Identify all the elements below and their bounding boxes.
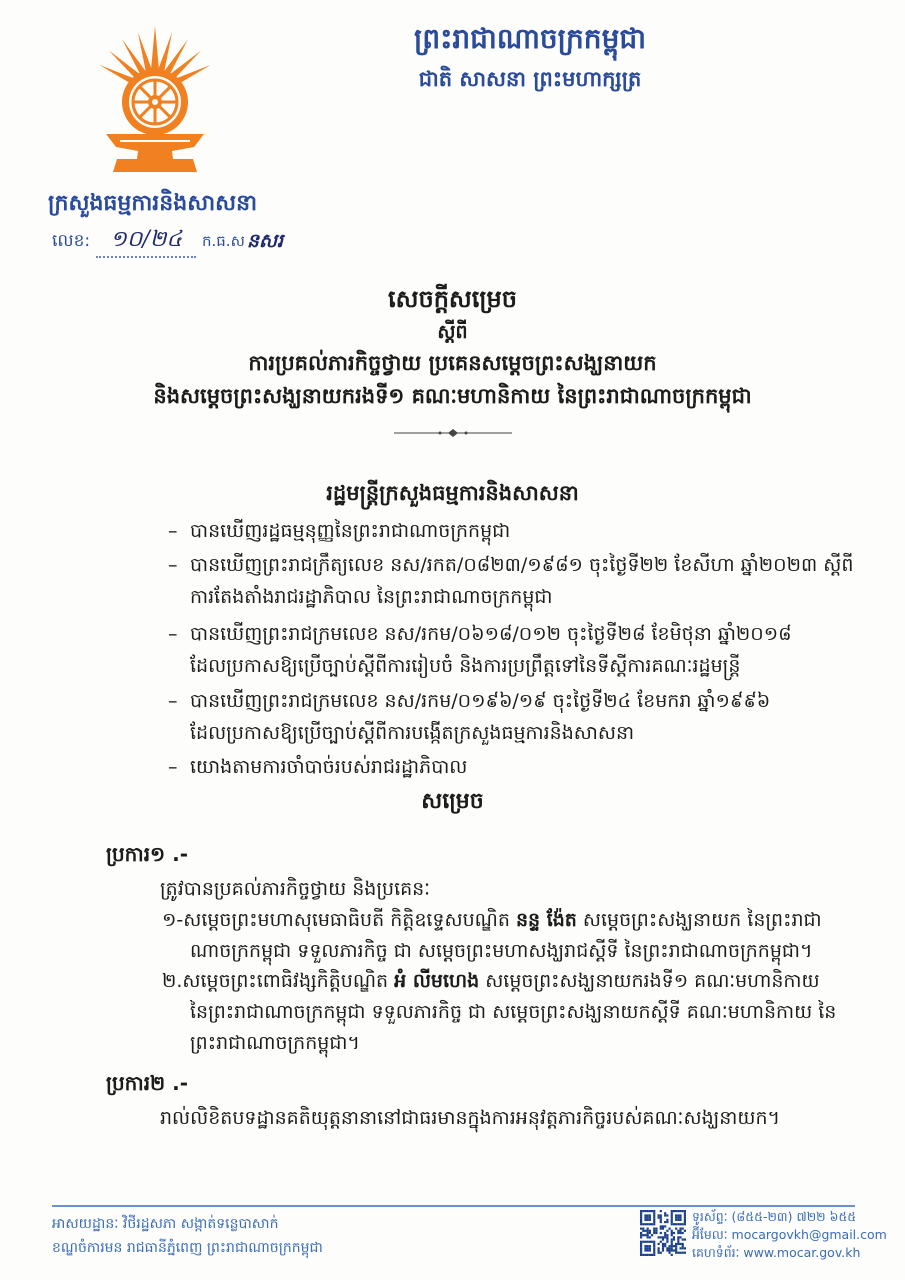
- qr-module: [675, 1243, 677, 1245]
- qr-module: [684, 1221, 686, 1223]
- qr-module: [682, 1243, 684, 1245]
- qr-module: [682, 1210, 684, 1212]
- qr-module: [664, 1221, 666, 1223]
- qr-module: [662, 1247, 664, 1249]
- qr-module: [671, 1247, 673, 1249]
- qr-module: [651, 1210, 653, 1212]
- qr-module: [660, 1221, 662, 1223]
- qr-module: [640, 1241, 642, 1243]
- qr-module: [666, 1247, 668, 1249]
- qr-module: [647, 1241, 649, 1243]
- qr-module: [653, 1230, 655, 1232]
- qr-module: [651, 1241, 653, 1243]
- qr-module: [671, 1232, 673, 1234]
- consideration-3-line-2: ដែលប្រកាសឱ្យប្រើច្បាប់ស្តីពីការរៀបចំ និងការប្រព្រឹត្តទៅនៃទីស្តីការគណៈរដ្ឋមន្ត្រី: [190, 655, 741, 677]
- qr-module: [640, 1254, 642, 1256]
- qr-module: [671, 1243, 673, 1245]
- qr-module: [647, 1210, 649, 1212]
- footer-address-line-2: ខណ្ឌចំការមន រាជធានីភ្នំពេញ ព្រះរាជាណាចក្រកម្ពុជា: [52, 1240, 323, 1256]
- national-motto: ជាតិ សាសនា ព្រះមហាក្សត្រ: [418, 67, 642, 91]
- qr-module: [649, 1223, 651, 1225]
- qr-module: [644, 1241, 646, 1243]
- qr-module: [647, 1232, 649, 1234]
- qr-module: [649, 1232, 651, 1234]
- qr-module: [677, 1236, 679, 1238]
- qr-module: [644, 1223, 646, 1225]
- qr-module: [662, 1245, 664, 1247]
- qr-module: [675, 1210, 677, 1212]
- qr-module: [660, 1252, 662, 1254]
- qr-module: [675, 1214, 677, 1216]
- ornamental-divider: [392, 428, 514, 438]
- qr-module: [682, 1228, 684, 1230]
- qr-module: [677, 1230, 679, 1232]
- decision-heading: សម្រេច: [421, 789, 484, 814]
- qr-module: [684, 1230, 686, 1232]
- qr-module: [679, 1214, 681, 1216]
- qr-module: [684, 1212, 686, 1214]
- qr-module: [660, 1225, 662, 1227]
- qr-module: [658, 1247, 660, 1249]
- reference-stamp: នសរ: [246, 230, 284, 252]
- qr-module: [653, 1232, 655, 1234]
- qr-module: [658, 1252, 660, 1254]
- qr-module: [658, 1243, 660, 1245]
- document-heading: សេចក្តីសម្រេច: [387, 285, 518, 313]
- qr-module: [660, 1217, 662, 1219]
- qr-module: [666, 1214, 668, 1216]
- qr-module: [644, 1245, 646, 1247]
- qr-module: [660, 1236, 662, 1238]
- qr-module: [684, 1217, 686, 1219]
- consideration-3-line-1: បានឃើញព្រះរាជក្រមលេខ នស/រកម/០៦១៨/០១២ ចុះថ្ងៃទី២៨ ខែមិថុនា ឆ្នាំ២០១៨: [190, 623, 792, 645]
- qr-module: [682, 1232, 684, 1234]
- qr-module: [644, 1219, 646, 1221]
- qr-module: [649, 1245, 651, 1247]
- qr-module: [647, 1223, 649, 1225]
- article-1-intro: ត្រូវបានប្រគល់ភារកិច្ចថ្វាយ និងប្រគេនៈ: [160, 878, 431, 900]
- issuing-authority: រដ្ឋមន្ត្រីក្រសួងធម្មការនិងសាសនា: [326, 481, 579, 505]
- reference-suffix: ក.ធ.ស: [201, 232, 245, 250]
- qr-module: [647, 1230, 649, 1232]
- qr-module: [647, 1228, 649, 1230]
- qr-module: [679, 1236, 681, 1238]
- qr-module: [671, 1212, 673, 1214]
- item-2-monk-name: អំ លីមហេង: [394, 970, 480, 992]
- qr-module: [653, 1221, 655, 1223]
- qr-module: [679, 1210, 681, 1212]
- qr-module: [647, 1214, 649, 1216]
- qr-module: [671, 1234, 673, 1236]
- qr-module: [679, 1243, 681, 1245]
- item-1-monk-name: នន្ទ ង៉ែត: [515, 909, 577, 931]
- qr-module: [684, 1219, 686, 1221]
- qr-module: [644, 1254, 646, 1256]
- qr-module: [653, 1223, 655, 1225]
- qr-module: [640, 1217, 642, 1219]
- qr-module: [684, 1252, 686, 1254]
- qr-module: [658, 1217, 660, 1219]
- qr-module: [666, 1234, 668, 1236]
- footer-website: គេហទំព័រៈ www.mocar.gov.kh: [692, 1245, 861, 1260]
- qr-module: [666, 1241, 668, 1243]
- qr-module: [649, 1217, 651, 1219]
- reference-number-handwritten: ១០/២៤: [96, 224, 196, 258]
- qr-module: [682, 1238, 684, 1240]
- qr-module: [660, 1232, 662, 1234]
- qr-module: [651, 1254, 653, 1256]
- qr-module: [640, 1236, 642, 1238]
- item-1-prefix: ១-សម្តេចព្រះមហាសុមេធាធិបតី កិត្តិឧទ្ទេសបណ្ឌិត: [162, 909, 516, 931]
- qr-module: [649, 1249, 651, 1251]
- qr-module: [673, 1249, 675, 1251]
- qr-module: [640, 1245, 642, 1247]
- bullet-dash: –: [168, 690, 178, 712]
- qr-module: [655, 1230, 657, 1232]
- qr-module: [671, 1254, 673, 1256]
- subject-line-2: និងសម្តេចព្រះសង្ឃនាយករងទី១ គណៈមហានិកាយ នៃព្រះរាជាណាចក្រកម្ពុជា: [153, 384, 752, 408]
- qr-module: [679, 1228, 681, 1230]
- qr-module: [666, 1249, 668, 1251]
- consideration-2-line-1: បានឃើញព្រះរាជក្រឹត្យលេខ នស/រកត/០៨២៣/១៩៨១ ចុះថ្ងៃទី២២ ខែសីហា ឆ្នាំ២០២៣ ស្តីពី: [190, 554, 854, 576]
- qr-module: [649, 1241, 651, 1243]
- qr-module: [671, 1245, 673, 1247]
- qr-module: [675, 1219, 677, 1221]
- consideration-2-line-2: ការតែងតាំងរាជរដ្ឋាភិបាល នៃព្រះរាជាណាចក្រកម្ពុជា: [190, 586, 553, 608]
- qr-module: [682, 1223, 684, 1225]
- qr-module: [679, 1232, 681, 1234]
- qr-module: [675, 1228, 677, 1230]
- qr-module: [673, 1236, 675, 1238]
- qr-module: [660, 1241, 662, 1243]
- article-2-text: រាល់លិខិតបទដ្ឋានគតិយុត្តនានានៅជាធរមានក្នុងការអនុវត្តភារកិច្ចរបស់គណៈសង្ឃនាយក។: [160, 1107, 781, 1129]
- qr-module: [664, 1243, 666, 1245]
- qr-module: [682, 1252, 684, 1254]
- qr-module: [644, 1214, 646, 1216]
- qr-module: [642, 1234, 644, 1236]
- qr-module: [660, 1219, 662, 1221]
- qr-module: [671, 1230, 673, 1232]
- qr-module: [660, 1210, 662, 1212]
- qr-module: [682, 1245, 684, 1247]
- qr-module: [653, 1212, 655, 1214]
- qr-module: [675, 1223, 677, 1225]
- qr-module: [642, 1210, 644, 1212]
- qr-module: [642, 1241, 644, 1243]
- qr-module: [647, 1247, 649, 1249]
- bullet-dash: –: [168, 554, 178, 576]
- qr-module: [679, 1252, 681, 1254]
- qr-module: [684, 1214, 686, 1216]
- qr-module: [671, 1214, 673, 1216]
- ministry-dharma-wheel-logo: [100, 26, 210, 176]
- qr-module: [647, 1249, 649, 1251]
- kingdom-title: ព្រះរាជាណាចក្រកម្ពុជា: [413, 22, 646, 55]
- qr-module: [662, 1238, 664, 1240]
- qr-module: [673, 1245, 675, 1247]
- qr-module: [666, 1221, 668, 1223]
- qr-module: [640, 1252, 642, 1254]
- qr-module: [640, 1232, 642, 1234]
- qr-module: [653, 1254, 655, 1256]
- qr-module: [660, 1228, 662, 1230]
- qr-module: [679, 1223, 681, 1225]
- qr-module: [675, 1249, 677, 1251]
- qr-module: [640, 1234, 642, 1236]
- consideration-1-line-1: បានឃើញរដ្ឋធម្មនុញ្ញនៃព្រះរាជាណាចក្រកម្ពុជា: [190, 520, 511, 542]
- qr-module: [653, 1245, 655, 1247]
- qr-module: [664, 1234, 666, 1236]
- qr-module: [640, 1210, 642, 1212]
- qr-module: [653, 1214, 655, 1216]
- article-1-item-2-line-3: ព្រះរាជាណាចក្រកម្ពុជា។: [190, 1032, 360, 1054]
- consideration-4-line-2: ដែលប្រកាសឱ្យប្រើច្បាប់ស្តីពីការបង្កើតក្រសួងធម្មការនិងសាសនា: [190, 722, 635, 744]
- qr-module: [677, 1241, 679, 1243]
- qr-module: [642, 1228, 644, 1230]
- qr-module: [647, 1234, 649, 1236]
- qr-module: [671, 1249, 673, 1251]
- qr-module: [668, 1228, 670, 1230]
- qr-module: [684, 1238, 686, 1240]
- qr-module: [658, 1214, 660, 1216]
- qr-module: [653, 1247, 655, 1249]
- qr-module: [671, 1221, 673, 1223]
- qr-module: [644, 1234, 646, 1236]
- reference-number-line: [52, 224, 352, 258]
- qr-module: [653, 1228, 655, 1230]
- article-1-item-1-line-2: ណាចក្រកម្ពុជា ទទួលភារកិច្ច ជា សម្តេចព្រះមហាសង្ឃរាជស្តីទី នៃព្រះរាជាណាចក្រកម្ពុជា។: [190, 940, 813, 962]
- qr-module: [675, 1247, 677, 1249]
- qr-module: [642, 1223, 644, 1225]
- qr-module: [677, 1252, 679, 1254]
- qr-module: [651, 1223, 653, 1225]
- qr-module: [684, 1223, 686, 1225]
- qr-module: [662, 1243, 664, 1245]
- footer-email: អ៊ីមែលៈ mocargovkh@gmail.com: [692, 1227, 887, 1242]
- footer-address-line-1: អាសយដ្ឋានៈ វិថីរដ្ឋសភា សង្កាត់ទន្លេបាសាក់: [52, 1216, 279, 1232]
- qr-module: [668, 1249, 670, 1251]
- qr-module: [653, 1210, 655, 1212]
- ministry-name: ក្រសួងធម្មការនិងសាសនា: [48, 191, 258, 216]
- qr-module: [640, 1243, 642, 1245]
- qr-module: [673, 1238, 675, 1240]
- qr-module: [677, 1243, 679, 1245]
- qr-module: [679, 1219, 681, 1221]
- qr-module: [640, 1214, 642, 1216]
- qr-module: [642, 1254, 644, 1256]
- qr-module: [673, 1232, 675, 1234]
- qr-module: [644, 1217, 646, 1219]
- qr-module: [640, 1219, 642, 1221]
- qr-module: [655, 1228, 657, 1230]
- qr-module: [649, 1214, 651, 1216]
- qr-module: [677, 1232, 679, 1234]
- qr-module: [649, 1219, 651, 1221]
- qr-module: [653, 1243, 655, 1245]
- qr-module: [673, 1223, 675, 1225]
- qr-module: [682, 1247, 684, 1249]
- qr-module: [677, 1214, 679, 1216]
- qr-module: [684, 1247, 686, 1249]
- qr-module: [649, 1236, 651, 1238]
- article-1-item-1-line-1: [162, 905, 855, 935]
- qr-module: [664, 1245, 666, 1247]
- qr-module: [651, 1234, 653, 1236]
- qr-module: [647, 1245, 649, 1247]
- qr-module: [647, 1217, 649, 1219]
- qr-module: [653, 1249, 655, 1251]
- qr-module: [640, 1212, 642, 1214]
- qr-module: [671, 1223, 673, 1225]
- qr-module: [662, 1228, 664, 1230]
- consideration-4-line-1: បានឃើញព្រះរាជក្រមលេខ នស/រកម/០១៩៦/១៩ ចុះថ្ងៃទី២៤ ខែមករា ឆ្នាំ១៩៩៦: [190, 690, 771, 712]
- item-2-suffix: សម្តេចព្រះសង្ឃនាយករងទី១ គណៈមហានិកាយ: [479, 970, 820, 992]
- footer-phone: ទូរស័ព្ទៈ (៨៥៥-២៣) ៧២២ ៦៥៥: [692, 1209, 857, 1224]
- bullet-dash: –: [168, 520, 178, 542]
- qr-module: [653, 1219, 655, 1221]
- article-1-item-2-line-1: [162, 966, 855, 996]
- qr-module: [679, 1217, 681, 1219]
- qr-module: [668, 1247, 670, 1249]
- qr-module: [644, 1210, 646, 1212]
- subject-label: ស្តីពី: [437, 321, 468, 343]
- qr-module: [677, 1238, 679, 1240]
- item-2-prefix: ២.សម្តេចព្រះពោធិវង្សកិត្តិបណ្ឌិត: [162, 970, 395, 992]
- qr-module: [662, 1249, 664, 1251]
- qr-module: [653, 1241, 655, 1243]
- qr-module: [677, 1210, 679, 1212]
- qr-module: [644, 1249, 646, 1251]
- qr-module: [677, 1219, 679, 1221]
- qr-module: [675, 1245, 677, 1247]
- qr-module: [664, 1236, 666, 1238]
- qr-code: [640, 1210, 686, 1256]
- qr-module: [666, 1219, 668, 1221]
- bullet-dash: –: [168, 623, 178, 645]
- qr-module: [668, 1252, 670, 1254]
- item-1-suffix: សម្តេចព្រះសង្ឃនាយក នៃព្រះរាជា: [576, 909, 822, 931]
- qr-module: [658, 1236, 660, 1238]
- qr-module: [647, 1254, 649, 1256]
- qr-module: [664, 1214, 666, 1216]
- qr-module: [664, 1212, 666, 1214]
- qr-module: [642, 1230, 644, 1232]
- qr-module: [671, 1238, 673, 1240]
- qr-module: [640, 1221, 642, 1223]
- qr-module: [679, 1247, 681, 1249]
- qr-module: [640, 1247, 642, 1249]
- qr-module: [662, 1236, 664, 1238]
- qr-module: [647, 1236, 649, 1238]
- qr-module: [653, 1252, 655, 1254]
- qr-module: [675, 1252, 677, 1254]
- qr-module: [640, 1249, 642, 1251]
- qr-module: [664, 1225, 666, 1227]
- article-1-heading: ប្រការ១ .-: [106, 842, 189, 866]
- qr-module: [675, 1217, 677, 1219]
- qr-module: [655, 1232, 657, 1234]
- qr-module: [660, 1214, 662, 1216]
- qr-module: [662, 1225, 664, 1227]
- qr-module: [658, 1249, 660, 1251]
- qr-module: [649, 1247, 651, 1249]
- qr-module: [644, 1247, 646, 1249]
- qr-module: [684, 1210, 686, 1212]
- qr-module: [668, 1245, 670, 1247]
- qr-module: [649, 1230, 651, 1232]
- bullet-dash: –: [168, 756, 178, 778]
- qr-module: [671, 1210, 673, 1212]
- qr-module: [649, 1210, 651, 1212]
- reference-label: លេខ:: [52, 231, 91, 251]
- qr-module: [666, 1236, 668, 1238]
- qr-module: [671, 1217, 673, 1219]
- qr-module: [640, 1223, 642, 1225]
- consideration-5-line-1: យោងតាមការចាំបាច់របស់រាជរដ្ឋាភិបាល: [190, 756, 468, 778]
- footer-divider: [52, 1205, 855, 1207]
- qr-module: [666, 1230, 668, 1232]
- qr-module: [644, 1230, 646, 1232]
- qr-module: [664, 1232, 666, 1234]
- qr-module: [673, 1210, 675, 1212]
- qr-module: [679, 1230, 681, 1232]
- qr-module: [677, 1217, 679, 1219]
- qr-module: [653, 1217, 655, 1219]
- qr-module: [647, 1219, 649, 1221]
- qr-module: [671, 1241, 673, 1243]
- qr-module: [666, 1238, 668, 1240]
- article-1-item-2-line-2: នៃព្រះរាជាណាចក្រកម្ពុជា ទទួលភារកិច្ច ជា សម្តេចព្រះសង្ឃនាយកស្តីទី គណៈមហានិកាយ នៃ: [190, 1001, 837, 1023]
- qr-module: [677, 1223, 679, 1225]
- subject-line-1: ការប្រគល់ភារកិច្ចថ្វាយ ប្រគេនសម្តេចព្រះសង្ឃនាយក: [248, 351, 657, 375]
- qr-module: [649, 1254, 651, 1256]
- qr-module: [640, 1228, 642, 1230]
- article-2-heading: ប្រការ២ .-: [106, 1071, 189, 1095]
- qr-module: [671, 1219, 673, 1221]
